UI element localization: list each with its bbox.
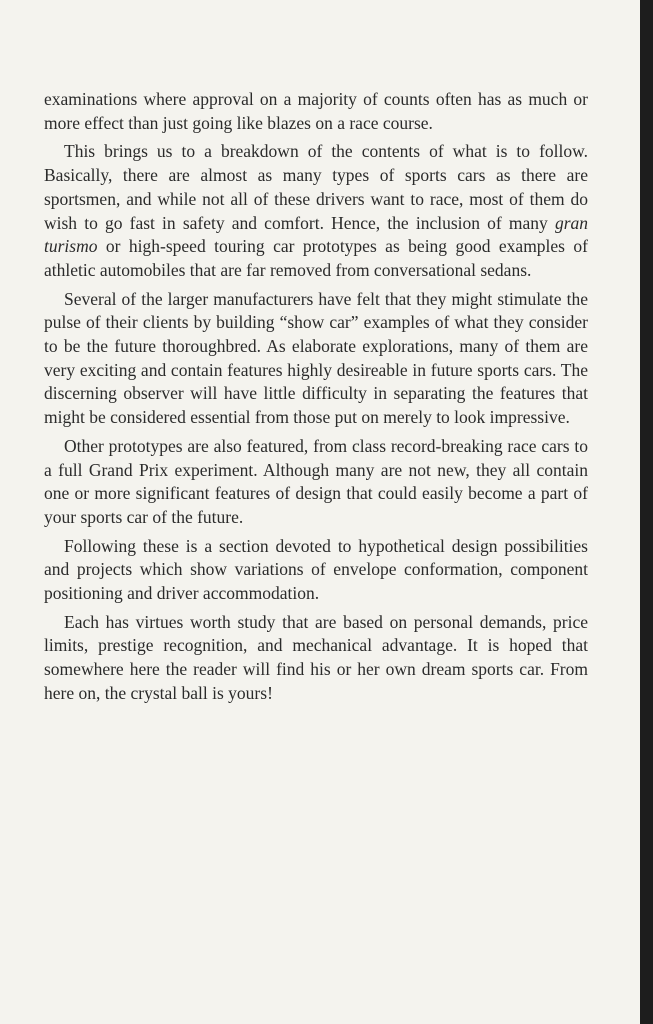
paragraph-3-text: Several of the larger manufacturers have felt that they might stimulate the pulse of their clients by building “show car” examples of what they consider to be the future thoroughbred. As elaborate explorations, many of them are very exciting and contain features highly desireable in future sports cars. The discerning observer will have little difficulty in separating the features that might be considered essential from those put on merely to look impressive. (44, 288, 588, 428)
paragraph-6-text: Each has virtues worth study that are based on personal demands, price limits, prestige recognition, and mechanical advantage. It is hoped that somewhere here the reader will find his or her own dream sports car. From here on, the crystal ball is yours! (44, 611, 588, 703)
paragraph-2 (44, 140, 588, 282)
paragraph-3 (44, 288, 588, 430)
paragraph-1-text: examinations where approval on a majority of counts often has as much or more effect than just going like blazes on a race course. (44, 89, 588, 133)
paragraph-1 (44, 88, 588, 135)
paragraph-5-text: Following these is a section devoted to hypothetical design possibilities and projects which show variations of envelope conformation, component positioning and driver accommodation. (44, 535, 588, 604)
page-edge-shadow (640, 0, 653, 1024)
paragraph-6 (44, 611, 588, 706)
paragraph-5 (44, 535, 588, 606)
paragraph-2-text-start: This brings us to a breakdown of the contents of what is to follow. Basically, there are almost as many types of sports cars as there are sportsmen, and while not all of these drivers want to race, most of them do wish to go fast in safety and comfort. Hence, the inclusion of many (44, 141, 588, 233)
paragraph-4 (44, 435, 588, 530)
paragraph-2-italic-phrase: gran turismo (44, 212, 588, 257)
paragraph-2-text-end: or high-speed touring car prototypes as being good examples of athletic automobiles that are far removed from conversational sedans. (44, 236, 588, 280)
paragraph-4-text: Other prototypes are also featured, from class record-breaking race cars to a full Grand Prix experiment. Although many are not new, they all contain one or more significant features of design that could easily become a part of your sports car of the future. (44, 435, 588, 527)
body-text (44, 88, 588, 706)
